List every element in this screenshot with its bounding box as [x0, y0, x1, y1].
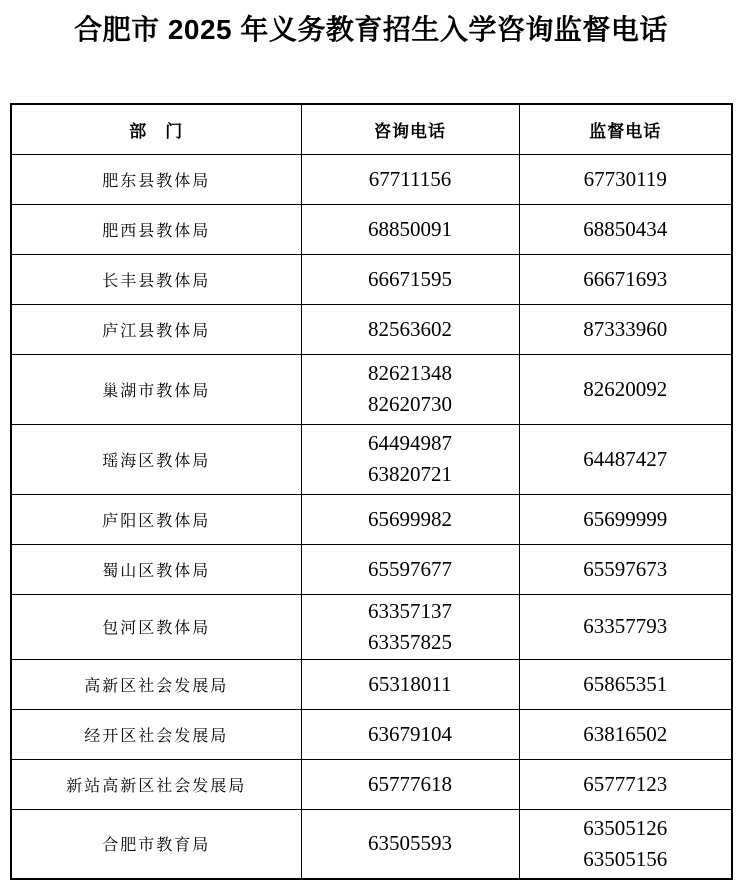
table-row [11, 809, 732, 879]
phone-number: 66671693 [583, 266, 668, 291]
phone-directory-table [10, 103, 733, 880]
department-cell: 高新区社会发展局 [11, 659, 301, 709]
department-cell: 瑶海区教体局 [11, 424, 301, 494]
phone-number: 64487427 [583, 446, 668, 471]
phone-number: 64494987 [368, 431, 452, 455]
phone-number: 63357825 [368, 629, 452, 654]
department-cell: 长丰县教体局 [11, 254, 301, 304]
consult-phone-cell [301, 759, 519, 809]
table-row [11, 204, 732, 254]
phone-number: 63679104 [368, 721, 452, 746]
table-row [11, 494, 732, 544]
phone-number: 82620092 [583, 376, 668, 401]
phone-number: 63357793 [583, 614, 668, 638]
phone-number: 87333960 [583, 316, 668, 341]
table-row [11, 354, 732, 424]
phone-number: 65777618 [368, 771, 452, 796]
phone-number: 65699999 [583, 506, 668, 531]
phone-number: 82620730 [368, 392, 452, 416]
consult-phone-cell [301, 304, 519, 354]
table-row [11, 254, 732, 304]
supervise-phone-cell [519, 354, 732, 424]
page-title: 合肥市 2025 年义务教育招生入学咨询监督电话 [74, 14, 668, 45]
consult-phone-cell [301, 544, 519, 594]
phone-number: 65865351 [583, 671, 668, 696]
header-department: 部 门 [11, 104, 301, 154]
table-row [11, 759, 732, 809]
phone-number: 63820721 [368, 462, 452, 486]
supervise-phone-cell [519, 659, 732, 709]
supervise-phone-cell [519, 709, 732, 759]
header-supervise-phone: 监督电话 [519, 104, 732, 154]
consult-phone-cell [301, 709, 519, 759]
phone-number: 63816502 [583, 721, 668, 746]
phone-number: 63505156 [583, 846, 668, 871]
consult-phone-cell [301, 809, 519, 879]
table-row [11, 594, 732, 659]
department-cell: 蜀山区教体局 [11, 544, 301, 594]
department-cell: 巢湖市教体局 [11, 354, 301, 424]
table-row [11, 544, 732, 594]
phone-number: 65597677 [368, 556, 452, 581]
table-row [11, 304, 732, 354]
phone-number: 65597673 [583, 556, 668, 581]
header-consult-phone: 咨询电话 [301, 104, 519, 154]
phone-number: 82563602 [368, 316, 452, 341]
phone-number: 65777123 [583, 771, 668, 796]
consult-phone-cell [301, 204, 519, 254]
supervise-phone-cell [519, 154, 732, 204]
phone-number: 65699982 [368, 506, 452, 531]
consult-phone-cell [301, 494, 519, 544]
phone-number: 67730119 [583, 166, 667, 191]
supervise-phone-cell [519, 759, 732, 809]
table-row [11, 424, 732, 494]
supervise-phone-cell [519, 809, 732, 879]
department-cell: 合肥市教育局 [11, 809, 301, 879]
consult-phone-cell [301, 154, 519, 204]
supervise-phone-cell [519, 594, 732, 659]
phone-number: 63357137 [368, 598, 452, 623]
table-row [11, 659, 732, 709]
consult-phone-cell [301, 354, 519, 424]
department-cell: 庐阳区教体局 [11, 494, 301, 544]
phone-number: 66671595 [368, 266, 452, 291]
table-row [11, 154, 732, 204]
supervise-phone-cell [519, 304, 732, 354]
supervise-phone-cell [519, 494, 732, 544]
consult-phone-cell [301, 659, 519, 709]
department-cell: 肥东县教体局 [11, 154, 301, 204]
department-cell: 经开区社会发展局 [11, 709, 301, 759]
phone-number: 82621348 [368, 361, 452, 385]
consult-phone-cell [301, 594, 519, 659]
department-cell: 庐江县教体局 [11, 304, 301, 354]
phone-number: 63505593 [368, 831, 452, 856]
supervise-phone-cell [519, 544, 732, 594]
phone-number: 68850434 [583, 216, 668, 241]
department-cell: 肥西县教体局 [11, 204, 301, 254]
consult-phone-cell [301, 254, 519, 304]
consult-phone-cell [301, 424, 519, 494]
table-row [11, 709, 732, 759]
phone-number: 68850091 [368, 216, 452, 241]
table-header-row [11, 104, 732, 154]
department-cell: 包河区教体局 [11, 594, 301, 659]
supervise-phone-cell [519, 254, 732, 304]
phone-number: 65318011 [368, 671, 452, 696]
department-cell: 新站高新区社会发展局 [11, 759, 301, 809]
phone-number: 67711156 [368, 166, 452, 191]
phone-number: 63505126 [583, 815, 668, 840]
supervise-phone-cell [519, 424, 732, 494]
supervise-phone-cell [519, 204, 732, 254]
document-page [0, 8, 742, 880]
